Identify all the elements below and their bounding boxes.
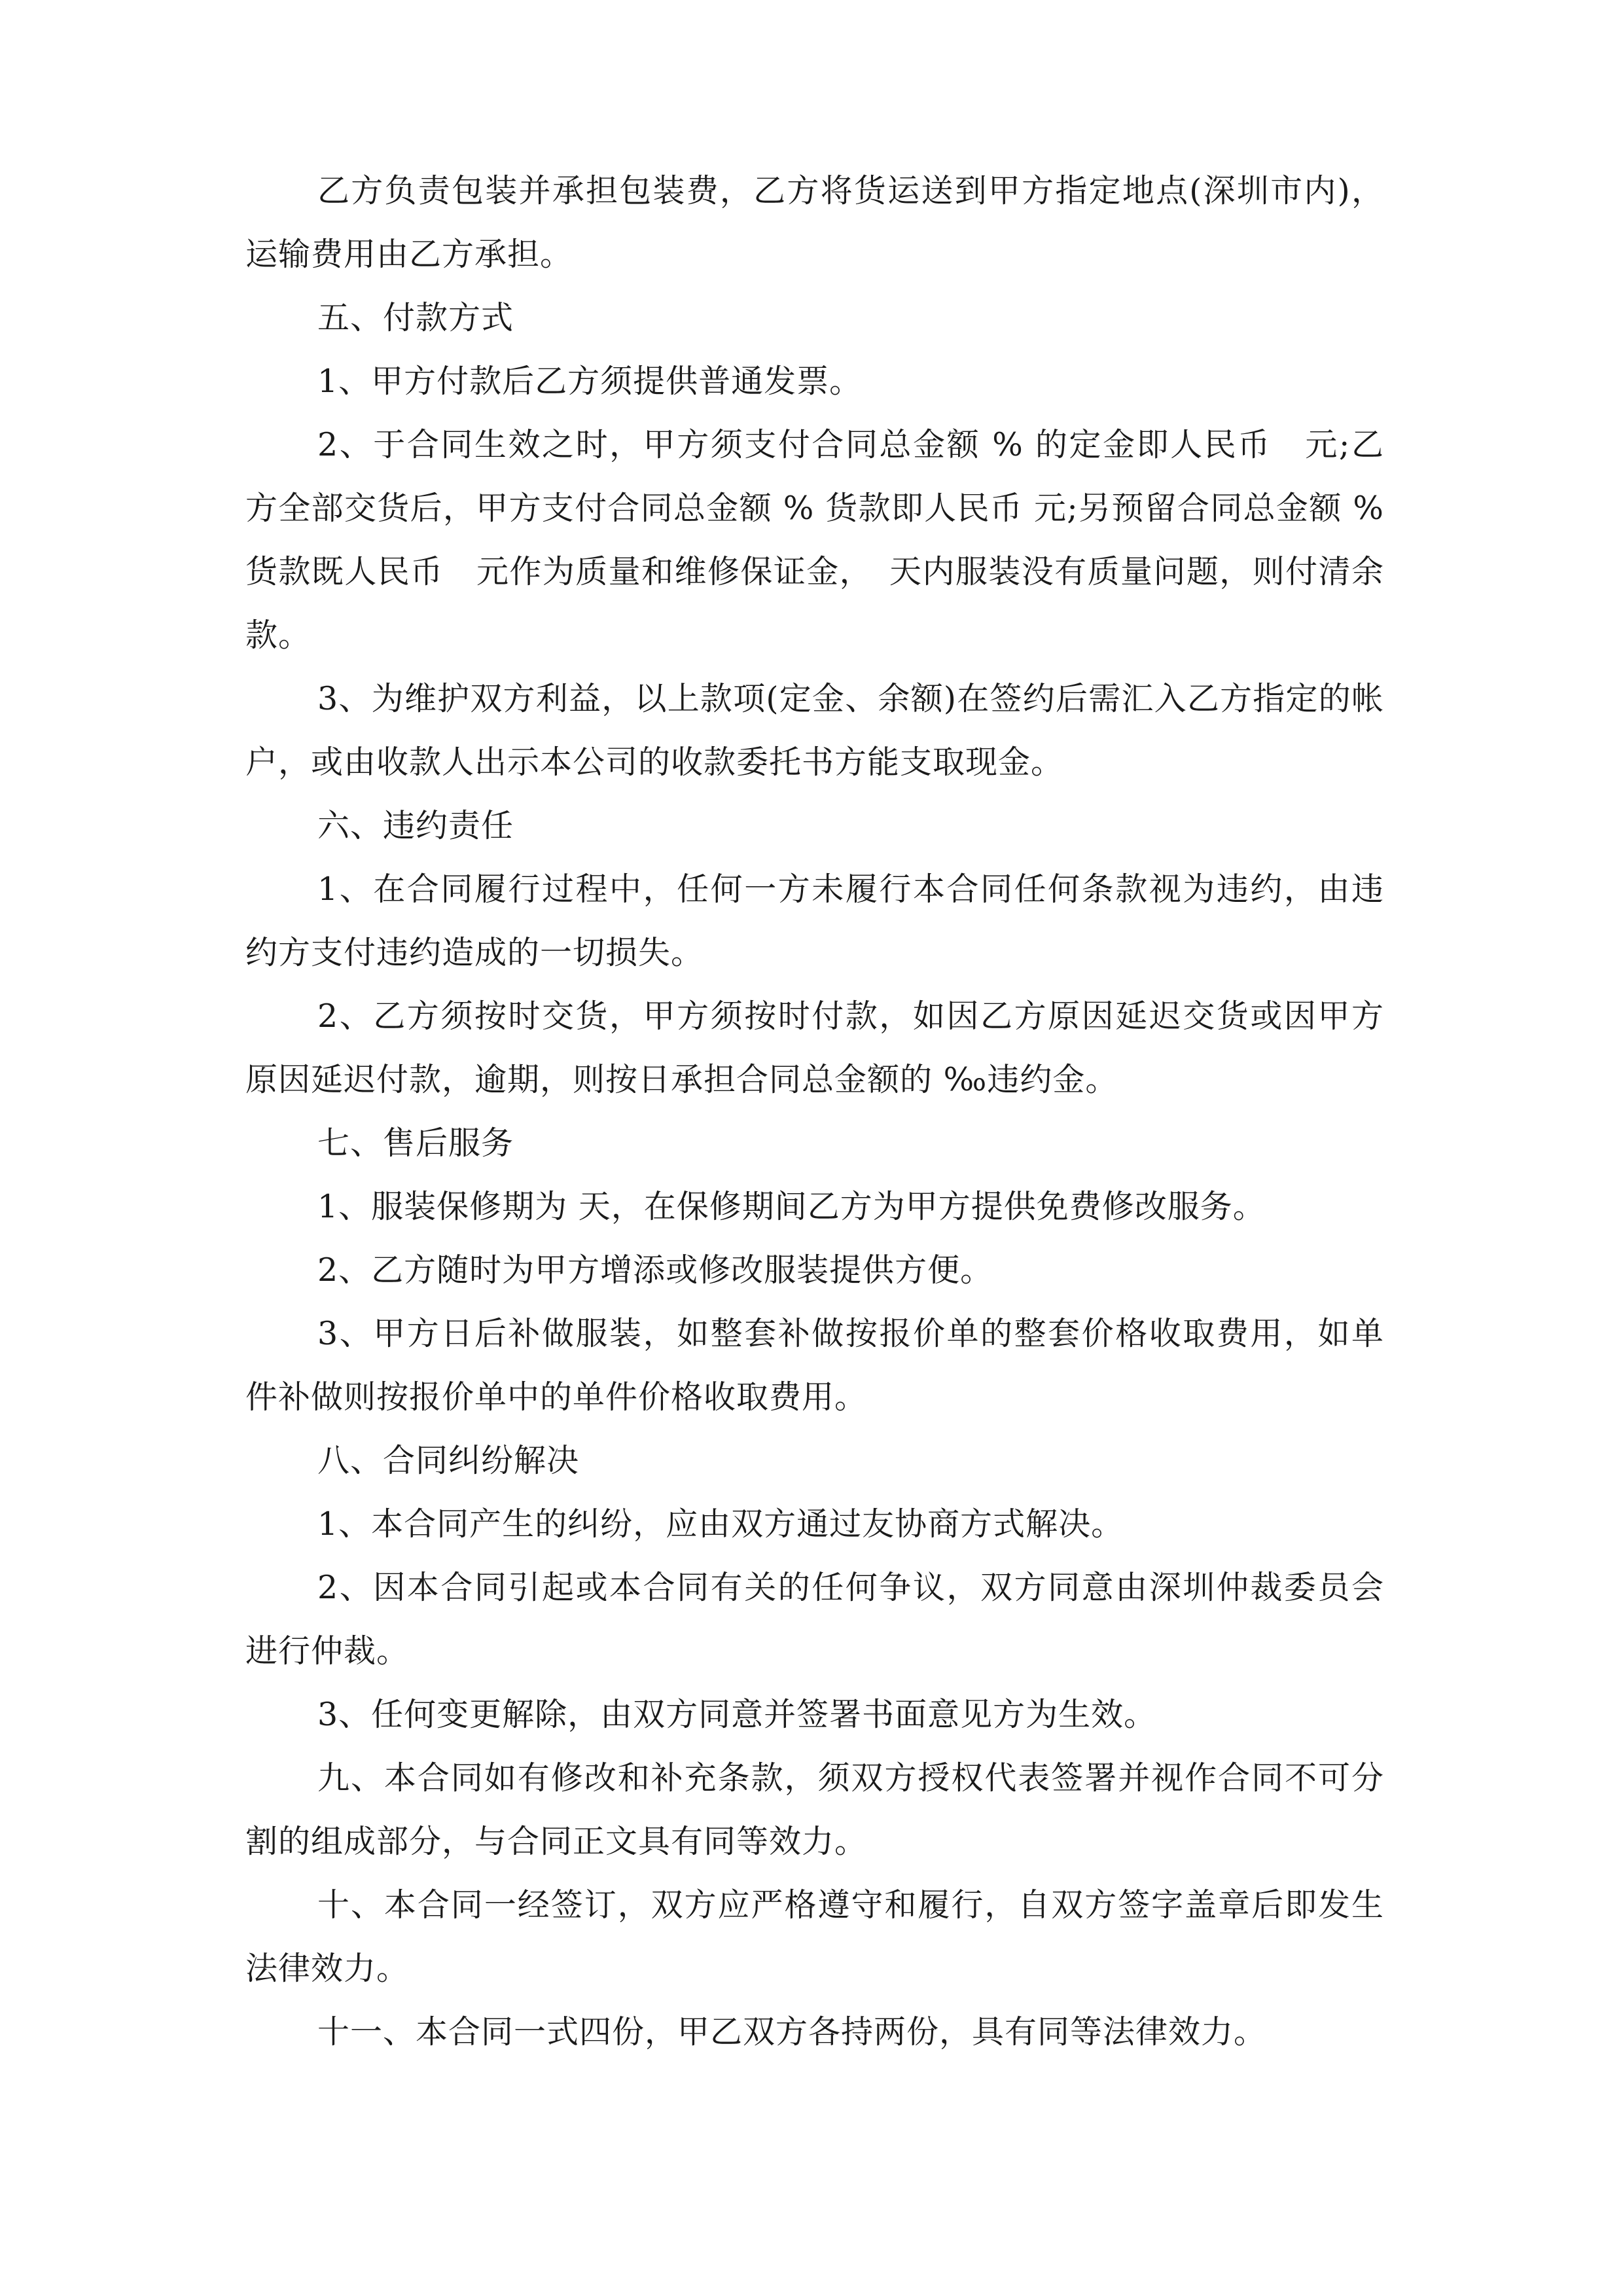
paragraph-dispute-3: 3、任何变更解除，由双方同意并签署书面意见方为生效。: [317, 1696, 1157, 1733]
paragraph-payment-1: 1、甲方付款后乙方须提供普通发票。: [317, 363, 863, 400]
paragraph-clause-11: 十一、本合同一式四份，甲乙双方各持两份，具有同等法律效力。: [317, 2013, 1267, 2051]
paragraph-after-sales-2: 2、乙方随时为甲方增添或修改服装提供方便。: [317, 1251, 993, 1289]
paragraph-dispute-1: 1、本合同产生的纠纷，应由双方通过友协商方式解决。: [317, 1505, 1124, 1543]
paragraph-dispute-2: 2、因本合同引起或本合同有关的任何争议，双方同意由深圳仲裁委员会进行仲裁。: [245, 1569, 1384, 1670]
paragraph-packaging: 乙方负责包装并承担包装费，乙方将货运送到甲方指定地点(深圳市内)，运输费用由乙方承担。: [245, 172, 1384, 273]
paragraph-breach-1: 1、在合同履行过程中，任何一方未履行本合同任何条款视为违约，由违约方支付违约造成的一切损失。: [245, 870, 1384, 971]
paragraph-payment-2: 2、于合同生效之时，甲方须支付合同总金额 % 的定金即人民币 元;乙方全部交货后，甲方支付合同总金额 % 货款即人民币 元;另预留合同总金额 % 货款既人民币 元作为质量和维修保证金， 天内服装没有质量问题，则付清余款。: [245, 426, 1384, 654]
paragraph-clause-10: 十、本合同一经签订，双方应严格遵守和履行，自双方签字盖章后即发生法律效力。: [245, 1886, 1384, 1987]
paragraph-after-sales-3: 3、甲方日后补做服装，如整套补做按报价单的整套价格收取费用，如单件补做则按报价单中的单件价格收取费用。: [245, 1315, 1384, 1416]
heading-payment-method: 五、付款方式: [317, 299, 514, 336]
paragraph-breach-2: 2、乙方须按时交货，甲方须按时付款，如因乙方原因延迟交货或因甲方原因延迟付款，逾期，则按日承担合同总金额的 ‰违约金。: [245, 997, 1384, 1098]
paragraph-clause-9: 九、本合同如有修改和补充条款，须双方授权代表签署并视作合同不可分割的组成部分，与合同正文具有同等效力。: [245, 1759, 1384, 1860]
paragraph-payment-3: 3、为维护双方利益，以上款项(定金、余额)在签约后需汇入乙方指定的帐户，或由收款人出示本公司的收款委托书方能支取现金。: [245, 680, 1384, 781]
document-body: [245, 159, 1384, 2064]
heading-breach-liability: 六、违约责任: [317, 807, 514, 844]
heading-after-sales: 七、售后服务: [317, 1124, 514, 1162]
heading-dispute-resolution: 八、合同纠纷解决: [317, 1442, 580, 1479]
paragraph-after-sales-1: 1、服装保修期为 天，在保修期间乙方为甲方提供免费修改服务。: [317, 1188, 1266, 1225]
